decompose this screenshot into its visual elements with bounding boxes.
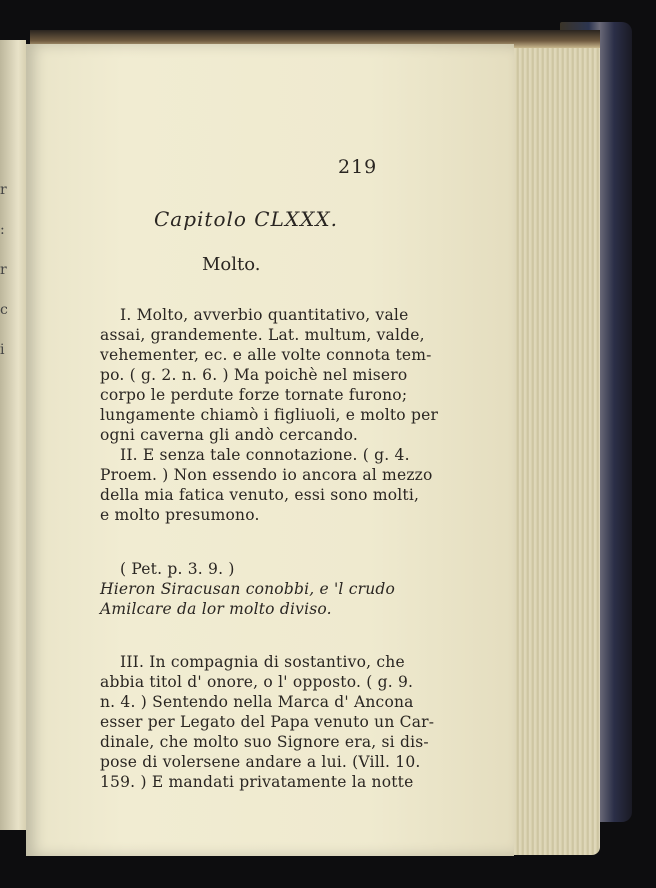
text-line: vehementer, ec. e alle volte connota tem- [100, 346, 432, 364]
left-mark: c [0, 302, 8, 318]
text-line: ogni caverna gli andò cercando. [100, 426, 358, 444]
text-line: pose di volersene andare a lui. (Vill. 10. [100, 753, 421, 771]
verse-line: Hieron Siracusan conobbi, e 'l crudo [100, 580, 396, 598]
left-mark: : [0, 222, 5, 238]
text-line: 159. ) E mandati privatamente la notte [100, 773, 414, 791]
text-line: corpo le perdute forze tornate furono; [100, 386, 408, 404]
text-line: n. 4. ) Sentendo nella Marca d' Ancona [100, 693, 414, 711]
text-line: Proem. ) Non essendo io ancora al mezzo [100, 466, 433, 484]
left-page-marks [0, 170, 8, 370]
left-page-margin [0, 40, 26, 830]
left-mark: r [0, 262, 7, 278]
text-line: III. In compagnia di sostantivo, che [120, 653, 405, 671]
text-line: della mia fatica venuto, essi sono molti, [100, 486, 420, 504]
page-edges [505, 40, 600, 855]
text-line: I. Molto, avverbio quantitativo, vale [120, 306, 409, 324]
left-mark: i [0, 342, 5, 358]
text-line: po. ( g. 2. n. 6. ) Ma poichè nel misero [100, 366, 408, 384]
citation-line: ( Pet. p. 3. 9. ) [120, 560, 235, 578]
text-line: dinale, che molto suo Signore era, si dis- [100, 733, 429, 751]
text-line: lungamente chiamò i figliuoli, e molto per [100, 406, 439, 424]
chapter-title: Capitolo CLXXX. [154, 207, 338, 231]
text-line: assai, grandemente. Lat. multum, valde, [100, 326, 425, 344]
verse-line: Amilcare da lor molto diviso. [100, 600, 332, 618]
book-page [26, 44, 514, 856]
text-line: II. E senza tale connotazione. ( g. 4. [120, 446, 410, 464]
text-line: e molto presumono. [100, 506, 260, 524]
section-title: Molto. [202, 254, 261, 275]
text-line: abbia titol d' onore, o l' opposto. ( g. 9. [100, 673, 414, 691]
page-number: 219 [338, 156, 378, 178]
text-line: esser per Legato del Papa venuto un Car- [100, 713, 435, 731]
left-mark: r [0, 182, 7, 198]
